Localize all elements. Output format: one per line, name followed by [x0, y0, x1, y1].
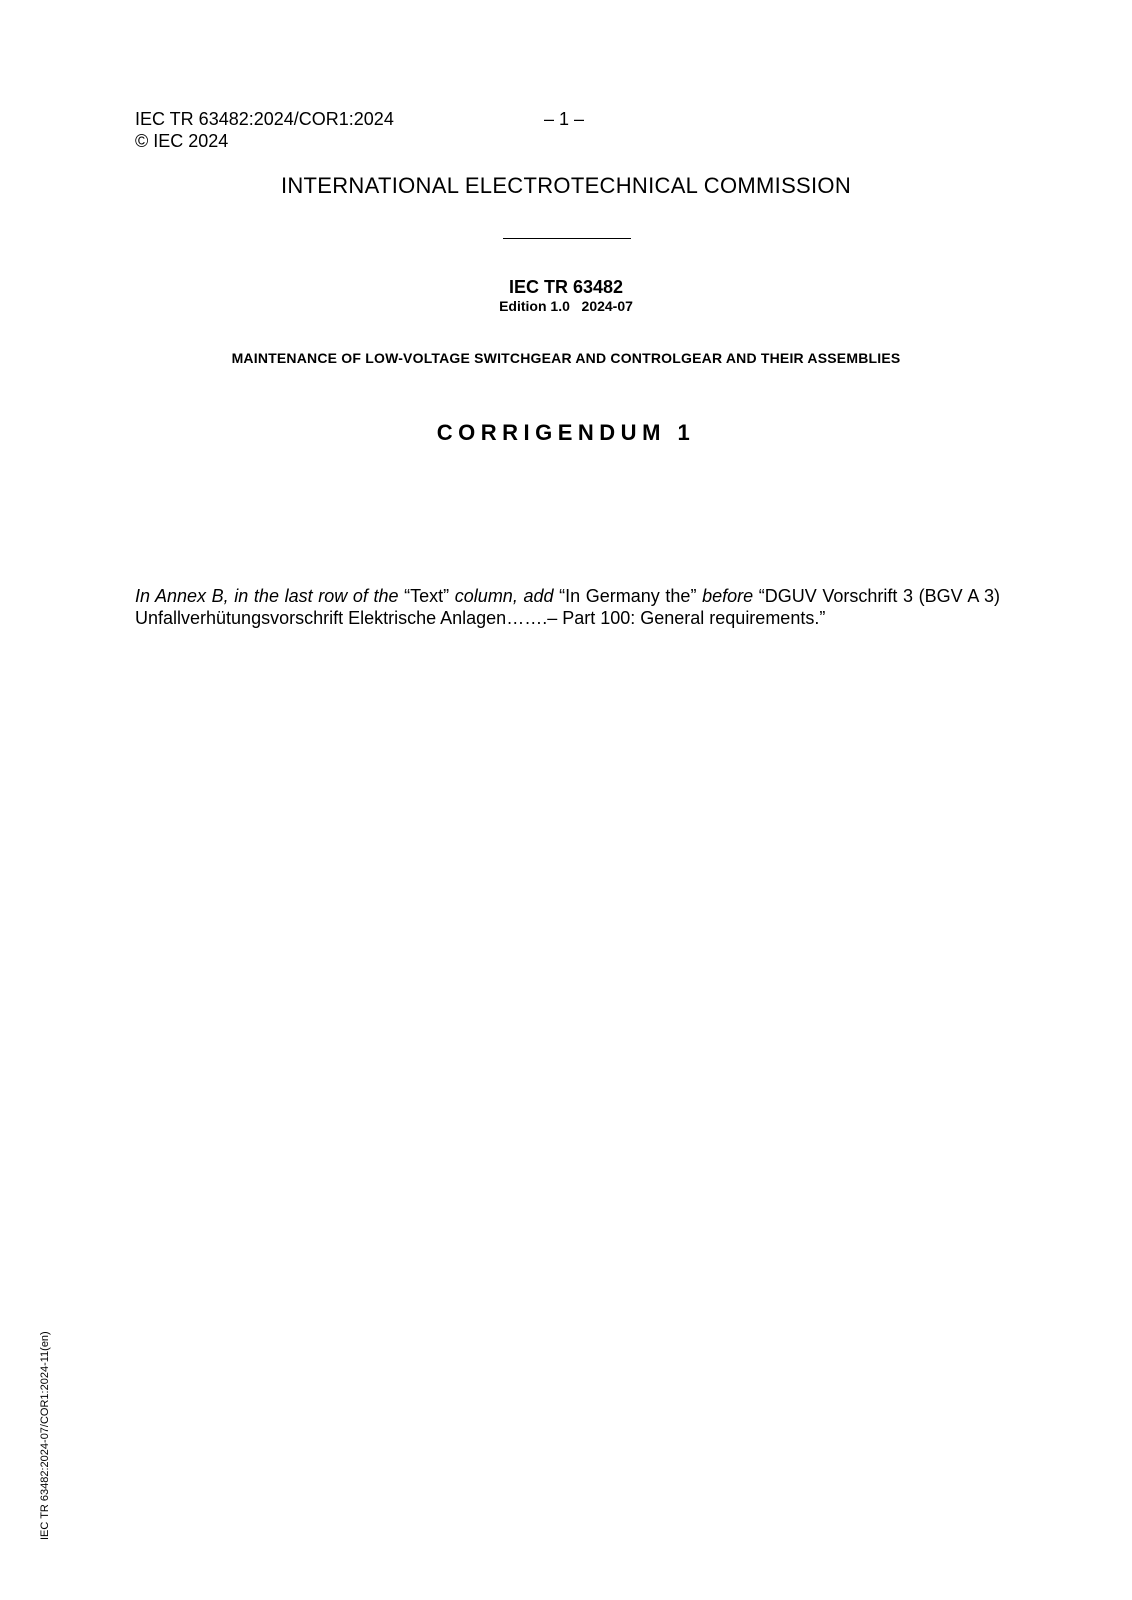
- body-text-6: “DGUV Vorschrift 3 (BGV A 3) Unfallverhütungsvorschrift Elektrische Anlagen…….– Part 100: General requirements.”: [135, 586, 1000, 628]
- body-text-2: “Text”: [398, 586, 455, 606]
- body-italic-5: before: [702, 586, 754, 606]
- corrigendum-heading: CORRIGENDUM 1: [436, 420, 696, 445]
- corrigendum-body: [135, 585, 1000, 629]
- body-italic-1: In Annex B, in the last row of the: [135, 586, 399, 606]
- page-number: – 1 –: [544, 109, 585, 129]
- document-edition: Edition 1.0 2024-07: [499, 298, 633, 314]
- document-title: MAINTENANCE OF LOW-VOLTAGE SWITCHGEAR AND CONTROLGEAR AND THEIR ASSEMBLIES: [231, 350, 901, 366]
- side-document-identifier: IEC TR 63482:2024-07/COR1:2024-11(en): [39, 1331, 51, 1540]
- organization-name: INTERNATIONAL ELECTROTECHNICAL COMMISSION: [280, 173, 852, 198]
- body-italic-3: column, add: [454, 586, 554, 606]
- header-reference: IEC TR 63482:2024/COR1:2024: [135, 109, 394, 129]
- header-copyright: © IEC 2024: [135, 131, 229, 151]
- body-text-4: “In Germany the”: [553, 586, 703, 606]
- document-number: IEC TR 63482: [508, 277, 624, 297]
- separator-rule: [503, 238, 631, 239]
